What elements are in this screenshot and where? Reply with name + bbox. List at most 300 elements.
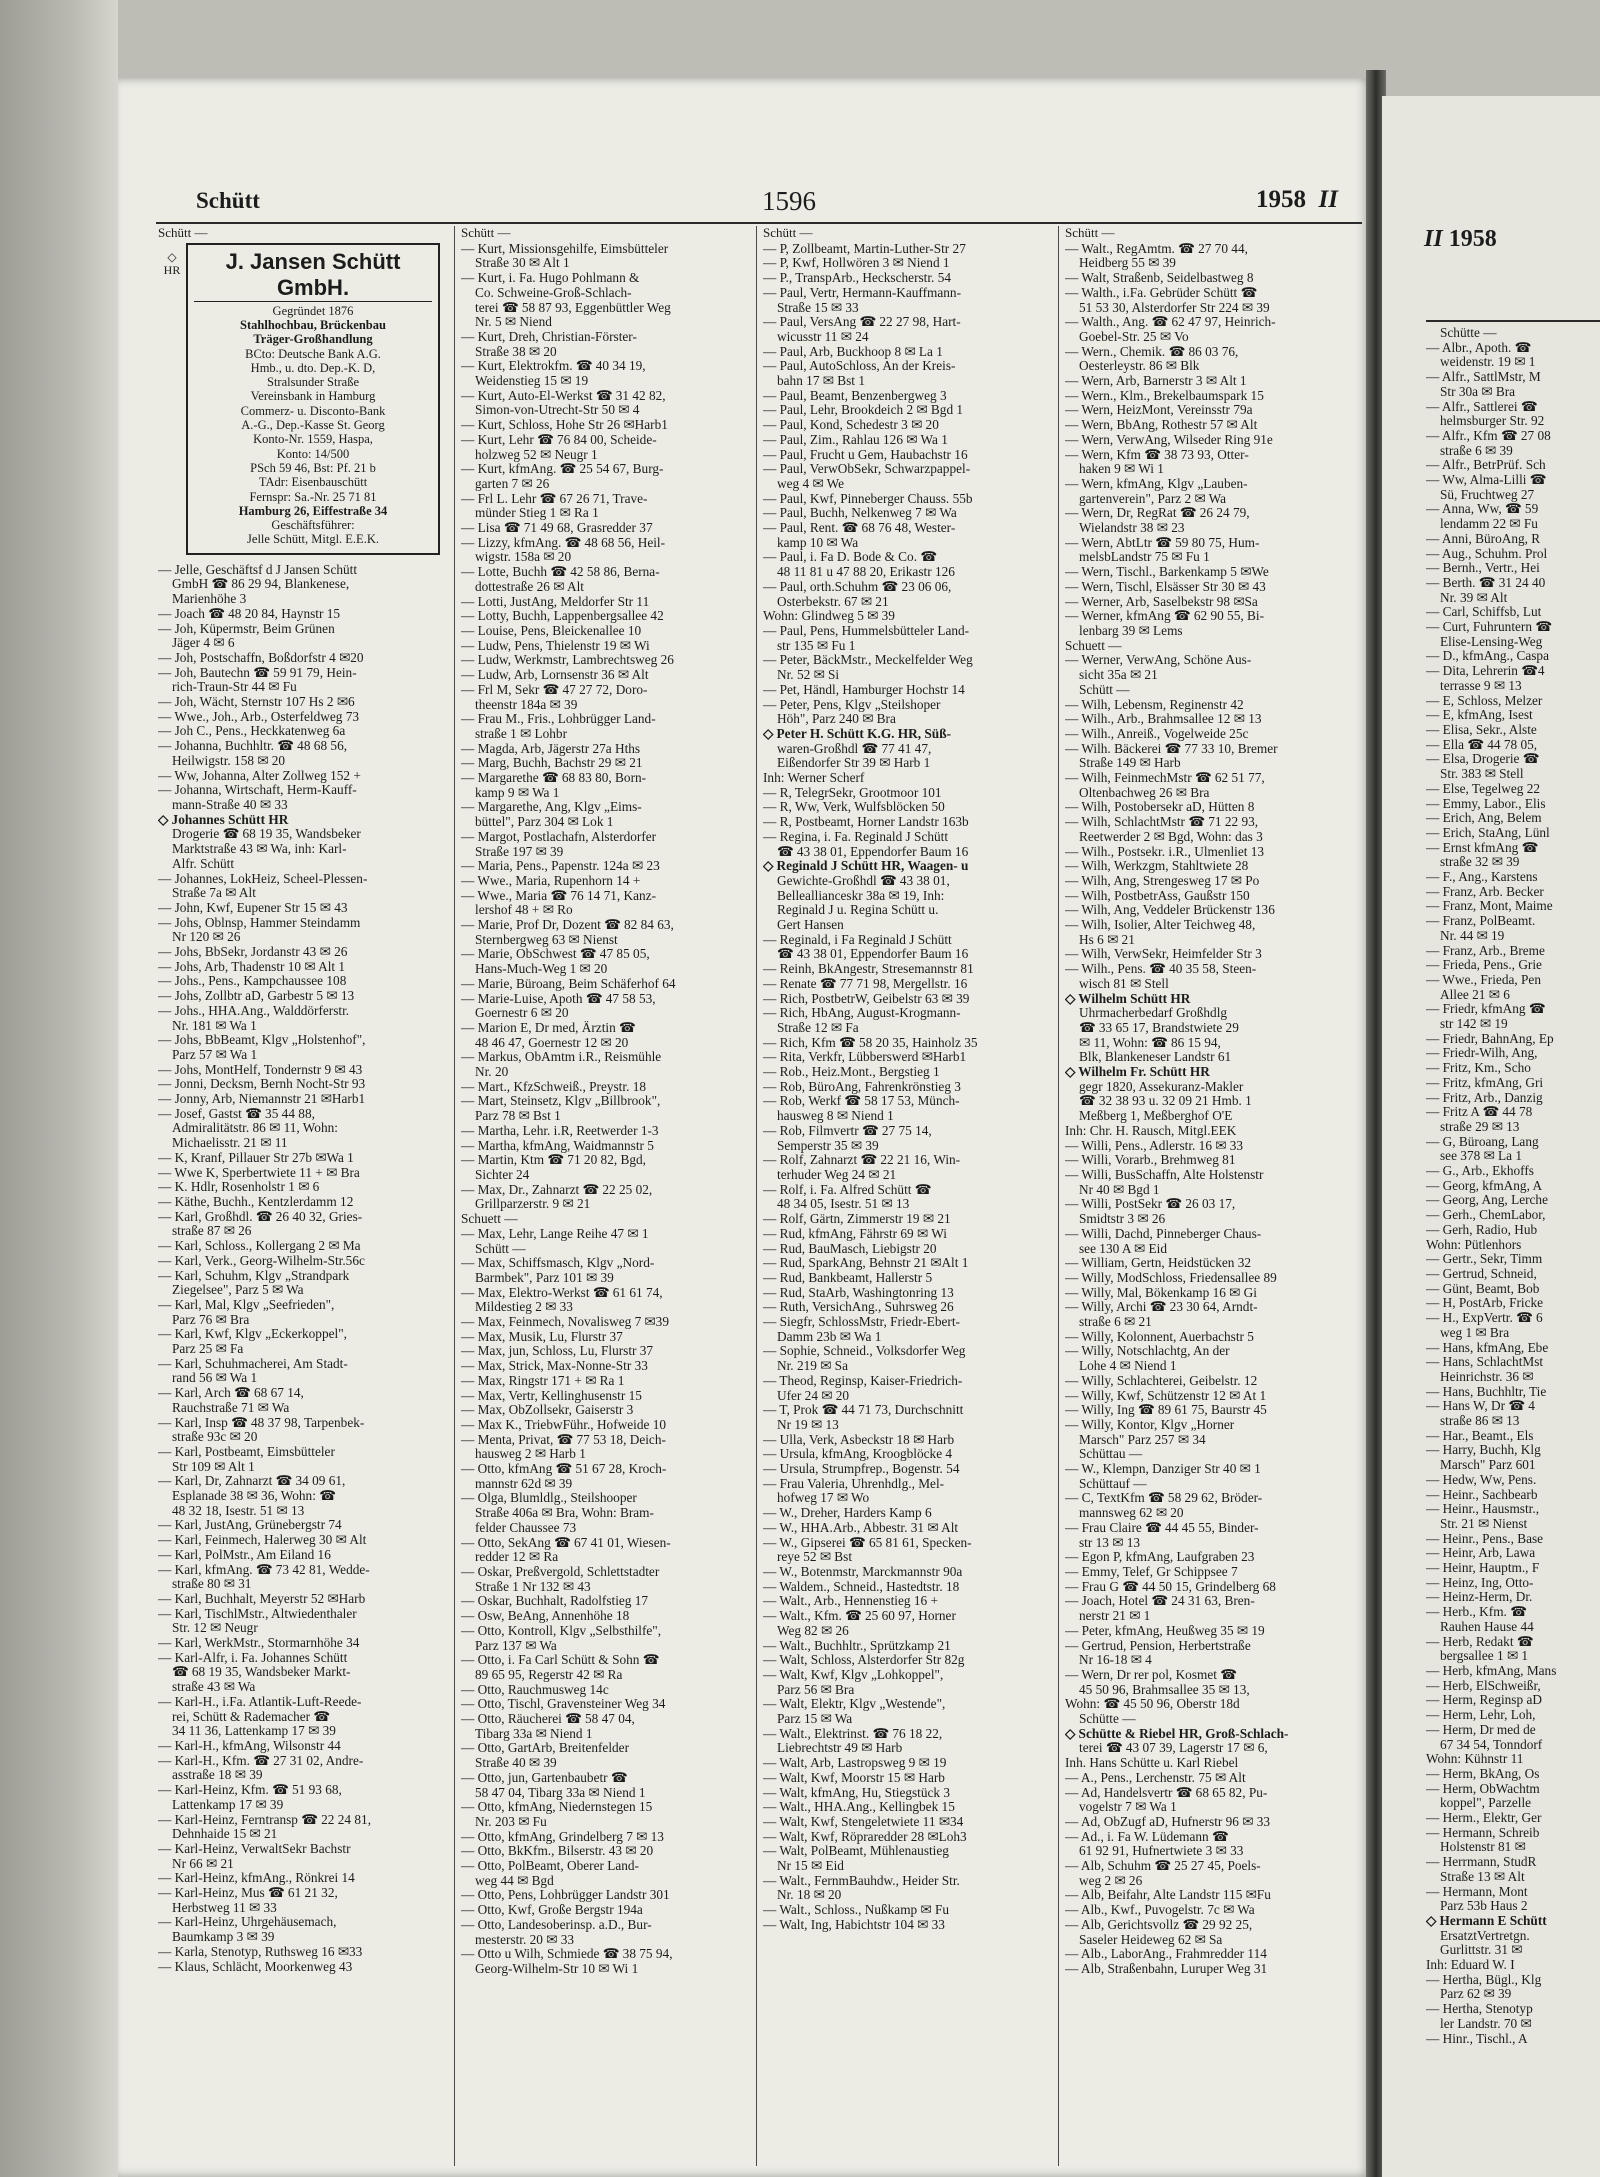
directory-entry: — Frau Valeria, Uhrenhdlg., Mel- [763,1476,945,1491]
entry-continuation: Schütt — [475,1241,526,1256]
entry-continuation: str 13 ✉ 13 [1079,1535,1141,1550]
directory-entry: — Jelle, Geschäftsf d J Jansen Schütt [158,562,358,577]
entry-continuation: Schütte — [1440,326,1497,340]
entry-continuation: 48 11 81 u 47 88 20, Erikastr 126 [777,565,955,580]
entry-continuation: straße 86 ✉ 13 [1440,1414,1520,1429]
directory-entry: — Ad., i. Fa W. Lüdemann ☎ [1065,1829,1229,1844]
directory-entry: — Max, Dr., Zahnarzt ☎ 22 25 02, [461,1182,653,1197]
entry-continuation: Baumkamp 3 ✉ 39 [172,1930,275,1945]
directory-entry: — Johs, Arb, Thadenstr 10 ✉ Alt 1 [158,959,346,974]
directory-entry: — Wilh. Bäckerei ☎ 77 33 10, Bremer [1065,741,1278,756]
directory-entry: — Karl, Schuhmacherei, Am Stadt- [158,1356,348,1371]
company-advert [163,243,440,555]
entry-continuation: kamp 10 ✉ Wa [777,535,859,550]
facing-page [1382,96,1600,2177]
directory-entry: — Walth., Ang. ☎ 62 47 97, Heinrich- [1065,315,1276,330]
entry-continuation: Nr 40 ✉ Bgd 1 [1079,1182,1160,1197]
advert-line: PSch 59 46, Bst: Pf. 21 b [250,460,376,475]
entry-continuation: 48 46 47, Goernestr 12 ✉ 20 [475,1035,629,1050]
entry-continuation: rand 56 ✉ Wa 1 [172,1371,258,1386]
directory-entry: — Wilh, Ang, Strengesweg 17 ✉ Po [1065,873,1260,888]
entry-continuation: 58 47 04, Tibarg 33a ✉ Niend 1 [475,1785,646,1800]
entry-continuation: weidenstr. 19 ✉ 1 [1440,355,1536,370]
entry-continuation: garten 7 ✉ 26 [475,476,550,491]
entry-continuation: Nr 15 ✉ Eid [777,1859,844,1874]
directory-entry: — Karl, Postbeamt, Eimsbütteler [158,1444,335,1459]
directory-entry: — Walt, Schloss, Alsterdorfer Str 82g [763,1653,965,1668]
directory-entry: — Rich, Kfm ☎ 58 20 35, Hainholz 35 [763,1035,978,1050]
entry-continuation: Tibarg 33a ✉ Niend 1 [475,1726,593,1741]
directory-entry: — Lotti, JustAng, Meldorfer Str 11 [461,594,650,609]
directory-entry: — Karl, WerkMstr., Stormarnhöhe 34 [158,1636,360,1651]
directory-entry: — Johs, Zollbtr aD, Garbestr 5 ✉ 13 [158,989,355,1004]
entry-continuation: Jäger 4 ✉ 6 [172,636,235,651]
directory-entry: — Egon P, kfmAng, Laufgraben 23 [1065,1550,1255,1565]
directory-entry: — Kurt, Dreh, Christian-Förster- [461,329,637,344]
entry-continuation: mann-Straße 40 ✉ 33 [172,798,288,812]
entry-continuation: straße 6 ✉ 21 [1079,1315,1152,1330]
entry-continuation: Straße 30 ✉ Alt 1 [475,256,570,271]
header-year [1256,186,1338,214]
directory-entry: — Marie, ObSchwest ☎ 47 85 05, [461,947,650,962]
entry-continuation: theenstr 184a ✉ 39 [475,697,578,712]
directory-entry: — Aug., Schuhm. Prol [1426,546,1548,561]
entry-continuation: lendamm 22 ✉ Fu [1440,517,1538,532]
directory-entry: — Paul, Vertr, Hermann-Kauffmann- [763,285,962,300]
directory-entry: — Karl, Mal, Klgv „Seefrieden", [158,1297,335,1312]
entry-continuation: Str. 12 ✉ Neugr [172,1621,258,1636]
directory-entry: — Walt., Schloss., Nußkamp ✉ Fu [763,1903,950,1918]
entry-continuation: Str 30a ✉ Bra [1440,384,1516,399]
directory-entry: — R, Postbeamt, Horner Landstr 163b [763,815,969,830]
entry-continuation: melsbLandstr 75 ✉ Fu 1 [1079,550,1210,565]
directory-entry: — Jonni, Decksm, Bernh Nocht-Str 93 [158,1077,366,1092]
directory-entry: — Herb, kfmAng, Mans [1426,1663,1557,1678]
entry-continuation: mesterstr. 20 ✉ 33 [475,1932,575,1947]
directory-entry: — Willy, Kolonnent, Auerbachstr 5 [1065,1329,1254,1344]
directory-entry: — Rolf, Zahnarzt ☎ 22 21 16, Win- [763,1153,961,1168]
directory-entry: — Franz, Arb. Becker [1426,884,1544,899]
entry-continuation: redder 12 ✉ Ra [475,1550,559,1565]
directory-entry: — Günt, Beamt, Bob [1426,1281,1540,1296]
directory-entry: — Kurt, Missionsgehilfe, Eimsbütteler [461,241,669,256]
directory-entry: — Dita, Lehrerin ☎4 [1426,664,1545,679]
entry-continuation: gegr 1820, Assekuranz-Makler [1079,1079,1244,1094]
directory-entry: — Heinz-Herm, Dr. [1426,1590,1533,1605]
entry-continuation: Marienhöhe 3 [172,592,247,607]
entry-continuation: Gurlittstr. 31 ✉ [1440,1943,1523,1958]
entry-continuation: Straße 406a ✉ Bra, Wohn: Bram- [475,1506,654,1521]
directory-entry: — Friedr, kfmAng ☎ [1426,1002,1546,1017]
directory-entry: — Rob, Filmvertr ☎ 27 75 14, [763,1123,932,1138]
entry-continuation: helmsburger Str. 92 [1440,414,1545,429]
directory-entry: — Lotte, Buchh ☎ 42 58 86, Berna- [461,565,660,580]
page-header [156,182,1362,224]
directory-entry: — Martha, Lehr. i.R, Reetwerder 1-3 [461,1123,659,1138]
directory-entry: — Walt., HHA.Ang., Kellingbek 15 [763,1800,955,1815]
directory-entry: — Karla, Stenotyp, Ruthsweg 16 ✉33 [158,1944,363,1959]
entry-continuation: Alfr. Schütt [172,856,235,871]
directory-entry: — Karl-Heinz, kfmAng., Rönkrei 14 [158,1871,355,1886]
advert-line: Hmb., u. dto. Dep.-K. D, [250,360,376,375]
directory-entry: — Albr., Apoth. ☎ [1426,340,1532,355]
entry-continuation: straße 1 ✉ Lohbr [475,726,568,741]
entry-continuation: münder Stieg 1 ✉ Ra 1 [475,506,599,521]
directory-entry: — Max, Lehr, Lange Reihe 47 ✉ 1 [461,1226,649,1241]
advert-line: Stahlhochbau, Brückenbau [240,318,386,332]
directory-entry: — P, Zollbeamt, Martin-Luther-Str 27 [763,241,966,256]
directory-entry: ◇ Johannes Schütt HR [158,812,289,827]
entry-continuation: Goernestr 6 ✉ 20 [475,1006,569,1021]
directory-entry: — Walt, Straßenb, Seidelbastweg 8 [1065,271,1254,286]
directory-entry: — Joh, Bautechn ☎ 59 91 79, Hein- [158,665,357,680]
directory-entry: — Walt, Kwf, Klgv „Lohkoppel", [763,1667,944,1682]
directory-entry: — Otto, jun, Gartenbaubetr ☎ [461,1770,628,1785]
directory-entry: — Paul, Pens, Hummelsbütteler Land- [763,623,970,638]
directory-entry: — Wilh, SchlachtMstr ☎ 71 22 93, [1065,815,1259,830]
directory-entry: — Willi, BusSchaffn, Alte Holstenstr [1065,1168,1264,1182]
directory-entry: — Rolf, i. Fa. Alfred Schütt ☎ [763,1182,932,1197]
directory-entry: — Fritz A ☎ 44 78 [1426,1105,1533,1120]
directory-entry: — Johannes, LokHeiz, Scheel-Plessen- [158,871,368,886]
directory-entry: — K. Hdlr, Rosenholstr 1 ✉ 6 [158,1180,320,1195]
directory-entry: — Johanna, Buchhltr. ☎ 48 68 56, [158,739,348,754]
directory-entry: — Ursula, kfmAng, Kroogblöcke 4 [763,1447,953,1462]
directory-entry: — Anna, Ww, ☎ 59 [1426,502,1539,517]
directory-entry: — Mart, Steinsetz, Klgv „Billbrook", [461,1094,661,1109]
header-name: Schütt [196,188,260,213]
year-text: 1958 [1256,186,1307,213]
directory-entry: — Willy, ModSchloss, Friedensallee 89 [1065,1270,1277,1285]
directory-entry: — Karl, Schuhm, Klgv „Strandpark [158,1268,350,1283]
advert-line: Konto: 14/500 [276,446,350,461]
entry-continuation: Oesterleystr. 86 ✉ Blk [1079,359,1200,374]
directory-entry: — Margarethe, Ang, Klgv „Eims- [461,800,642,815]
entry-continuation: 45 50 96, Brahmsallee 35 ✉ 13, [1079,1682,1250,1697]
directory-entry: — Herb., Kfm. ☎ [1426,1605,1527,1620]
directory-entry: — Ludw, Arb, Lornsenstr 36 ✉ Alt [461,668,649,683]
advert-line: Jelle Schütt, Mitgl. E.E.K. [247,532,379,547]
facing-column [1426,326,1598,2166]
directory-entry: — Wern, Tischl., Barkenkamp 5 ✉We [1065,565,1269,580]
directory-entry: ◇ Wilhelm Schütt HR [1065,991,1191,1006]
directory-entry: — Marie, Büroang, Beim Schäferhof 64 [461,976,676,991]
entry-continuation: Heinrichstr. 36 ✉ [1440,1369,1534,1384]
directory-entry: — Wwe., Maria, Rupenhorn 14 + [461,873,641,888]
directory-entry: — Wilh, Ang, Veddeler Brückenstr 136 [1065,903,1275,918]
directory-entry: — Margot, Postlachafn, Alsterdorfer [461,829,657,844]
directory-entry: — Karl, kfmAng. ☎ 73 42 81, Wedde- [158,1562,370,1577]
hr-mark: ◇ HR [163,249,181,277]
advert-line: Fernspr: Sa.-Nr. 25 71 81 [249,489,377,504]
directory-entry: — Wilh, Werkzgm, Stahltwiete 28 [1065,859,1249,874]
directory-entry: — Markus, ObAmtm i.R., Reismühle [461,1050,662,1065]
entry-continuation: felder Chaussee 73 [475,1520,577,1535]
directory-entry: — Herm, Reginsp aD [1426,1693,1542,1708]
advert-line: Hamburg 26, Eiffestraße 34 [238,503,388,518]
entry-continuation: lershof 48 + ✉ Ro [475,903,573,918]
directory-entry: — Rob, BüroAng, Fahrenkrönstieg 3 [763,1079,961,1094]
directory-entry: — Willy, Notschlachtg, An der [1065,1344,1230,1359]
directory-entry: Wohn: ☎ 45 50 96, Oberstr 18d [1065,1697,1240,1712]
directory-entry: — Hermann, Mont [1426,1884,1528,1899]
directory-entry: — Otto, Rauchmusweg 14c [461,1682,609,1697]
directory-entry: — Heinr, Arb, Lawa [1426,1546,1536,1561]
entry-continuation: straße 87 ✉ 26 [172,1224,252,1239]
directory-entry: — Hermann, Schreib [1426,1825,1540,1840]
directory-entry: — Johanna, Wirtschaft, Herm-Kauff- [158,783,357,798]
directory-entry: — Gertr., Sekr, Timm [1426,1252,1543,1267]
entry-continuation: Straße 13 ✉ Alt [1440,1869,1525,1884]
directory-entry: — Kurt, Elektrokfm. ☎ 40 34 19, [461,359,646,374]
volume-text: II [1318,186,1338,213]
directory-entry: — Walth., i.Fa. Gebrüder Schütt ☎ [1065,285,1258,300]
directory-entry: — Theod, Reginsp, Kaiser-Friedrich- [763,1373,963,1388]
directory-entry: — Alb, Schuhm ☎ 25 27 45, Poels- [1065,1859,1261,1874]
entry-continuation: Parz 25 ✉ Fa [172,1342,244,1357]
entry-continuation: Straße 149 ✉ Harb [1079,756,1181,771]
directory-entry: — Joach ☎ 48 20 84, Haynstr 15 [158,606,341,621]
directory-entry: — Walt, Kwf, Stengeletwiete 11 ✉34 [763,1814,964,1829]
directory-entry: — Karl-H., Kfm. ☎ 27 31 02, Andre- [158,1753,364,1768]
entry-continuation: Simon-von-Utrecht-Str 50 ✉ 4 [475,403,640,418]
directory-entry: — Max, jun, Schloss, Lu, Flurstr 37 [461,1344,654,1359]
directory-entry: — Osw, BeAng, Annenhöhe 18 [461,1609,630,1624]
entry-continuation: lenbarg 39 ✉ Lems [1079,623,1183,638]
directory-entry: — Peter, kfmAng, Heußweg 35 ✉ 19 [1065,1623,1265,1638]
entry-continuation: Goebel-Str. 25 ✉ Vo [1079,329,1189,344]
entry-continuation: terei ☎ 43 07 39, Lagerstr 17 ✉ 6, [1079,1741,1268,1756]
entry-continuation: Nr 66 ✉ 21 [172,1856,234,1871]
entry-continuation: asstraße 18 ✉ 39 [172,1768,263,1783]
entry-continuation: Straße 197 ✉ 39 [475,844,564,859]
directory-entry: — Paul, AutoSchloss, An der Kreis- [763,359,956,374]
directory-entry: — Otto, kfmAng, Grindelberg 7 ✉ 13 [461,1829,664,1844]
entry-continuation: GmbH ☎ 86 29 94, Blankenese, [172,577,350,592]
directory-entry: — Peter, BäckMstr., Meckelfelder Weg [763,653,973,668]
entry-continuation: Michaelisstr. 21 ✉ 11 [172,1136,288,1151]
entry-continuation: bergsallee 1 ✉ 1 [1440,1649,1529,1664]
directory-entry: — Wern., Chemik. ☎ 86 03 76, [1065,344,1239,359]
directory-entry: — Ludw, Werkmstr, Lambrechtsweg 26 [461,653,674,668]
entry-continuation: Nr. 181 ✉ Wa 1 [172,1018,257,1033]
entry-continuation: Reginald J u. Regina Schütt u. [777,903,939,918]
directory-entry: — Siegfr, SchlossMstr, Friedr-Ebert- [763,1315,960,1330]
directory-entry: — Rud, SparkAng, Behnstr 21 ✉Alt 1 [763,1256,969,1271]
entry-continuation: weg 2 ✉ 26 [1079,1873,1143,1888]
entry-continuation: 51 53 30, Alsterdorfer Str 224 ✉ 39 [1079,300,1270,315]
directory-entry: ◇ Wilhelm Fr. Schütt HR [1065,1065,1210,1080]
directory-entry: — Georg, Ang, Lerche [1426,1193,1548,1208]
directory-page [118,78,1372,2177]
entry-continuation: reye 52 ✉ Bst [777,1550,853,1565]
entry-continuation: Blk, Blankeneser Landstr 61 [1079,1050,1232,1065]
entry-continuation: Marsch" Parz 257 ✉ 34 [1079,1432,1206,1447]
entry-continuation: Heidberg 55 ✉ 39 [1079,256,1176,271]
directory-entry: — Werner, VerwAng, Schöne Aus- [1065,653,1252,668]
directory-entry: — Joh, Wächt, Sternstr 107 Hs 2 ✉6 [158,695,355,710]
entry-continuation: holzweg 52 ✉ Neugr 1 [475,447,598,462]
directory-entry: — Ulla, Verk, Asbeckstr 18 ✉ Harb [763,1432,955,1447]
directory-entry: — Hinr., Tischl., A [1426,2031,1528,2046]
facing-header-rule [1426,320,1600,322]
directory-entry: — Harry, Buchh, Klg [1426,1443,1541,1458]
entry-continuation: Sü, Fruchtweg 27 [1440,487,1535,502]
directory-entry: — Rita, Verkfr, Lübberswerd ✉Harb1 [763,1050,967,1065]
directory-entry: — Lotty, Buchh, Lappenbergsallee 42 [461,609,664,624]
directory-entry: — Otto u Wilh, Schmiede ☎ 38 75 94, [461,1947,673,1962]
directory-entry: — C, TextKfm ☎ 58 29 62, Bröder- [1065,1491,1263,1506]
directory-entry: — Elisa, Sekr., Alste [1426,722,1537,737]
directory-entry: — Rob., Heiz.Mont., Bergstieg 1 [763,1065,940,1080]
directory-entry: — Wilh, Postobersekr aD, Hütten 8 [1065,800,1255,815]
directory-entry: — Paul, Beamt, Benzenbergweg 3 [763,388,947,403]
entry-continuation: Herbstweg 11 ✉ 33 [172,1900,277,1915]
entry-continuation: Dehnhaide 15 ✉ 21 [172,1827,278,1842]
directory-entry: ◇ Peter H. Schütt K.G. HR, Süß- [763,726,952,741]
advert-line: Konto-Nr. 1559, Haspa, [253,432,373,447]
directory-entry: — Walt., Buchhltr., Sprützkamp 21 [763,1638,951,1653]
directory-entry: — Wilh, PostbetrAss, Gaußstr 150 [1065,888,1250,903]
facing-page-header [1424,226,1497,253]
directory-entry: — Paul, Zim., Rahlau 126 ✉ Wa 1 [763,432,948,447]
entry-continuation: dottestraße 26 ✉ Alt [475,579,585,594]
directory-entry: — Jonny, Arb, Niemannstr 21 ✉Harb1 [158,1092,366,1107]
entry-continuation: Nr. 52 ✉ Si [777,668,840,683]
entry-continuation: ler Landstr. 70 ✉ [1440,2016,1532,2031]
entry-continuation: ✉ 11, Wohn: ☎ 86 15 94, [1079,1035,1221,1050]
entry-continuation: Eißendorfer Str 39 ✉ Harb 1 [777,756,931,771]
directory-entry: — Rud, StaArb, Washingtonring 13 [763,1285,954,1300]
directory-entry: — Heinr, Hauptm., F [1426,1561,1540,1576]
directory-entry: — Karl-Heinz, Kfm. ☎ 51 93 68, [158,1783,342,1798]
entry-continuation: straße 29 ✉ 13 [1440,1119,1520,1134]
directory-entry: Inh: Eduard W. I [1426,1958,1515,1973]
directory-entry: — Alfr., SattlMstr, M [1426,370,1541,385]
column-head: Schütt — [158,226,208,240]
directory-entry: — Wwe., Frieda, Pen [1426,972,1541,987]
directory-entry: — Herb, Redakt ☎ [1426,1634,1534,1649]
entry-continuation: Osterbekstr. 67 ✉ 21 [777,594,889,609]
directory-entry: — Willy, Mal, Bökenkamp 16 ✉ Gi [1065,1285,1257,1300]
entry-continuation: Nr 120 ✉ 26 [172,930,241,945]
directory-entry: — Reginald, i Fa Reginald J Schütt [763,932,952,947]
entry-continuation: Schüttau — [1079,1447,1143,1462]
directory-entry: — Gertrud, Pension, Herbertstraße [1065,1638,1251,1653]
entry-continuation: Reetwerder 2 ✉ Bgd, Wohn: das 3 [1079,829,1263,844]
directory-entry: — Otto, SekAng ☎ 67 41 01, Wiesen- [461,1535,671,1550]
entry-continuation: Grillparzerstr. 9 ✉ 21 [475,1197,591,1212]
directory-entry: — Käthe, Buchh., Kentzlerdamm 12 [158,1194,354,1209]
directory-entry: — Johs, Oblnsp, Hammer Steindamm [158,915,361,930]
advert-line: Vereinsbank in Hamburg [250,389,376,404]
directory-entry: — Wilh., Postsekr. i.R., Ulmenliet 13 [1065,844,1265,859]
directory-entry: — Paul, i. Fa D. Bode & Co. ☎ [763,550,937,565]
directory-entry: — Heinr., Sachbearb [1426,1487,1538,1502]
directory-entry: — Karl, PolMstr., Am Eiland 16 [158,1547,331,1562]
directory-entry: — Joh, Küpermstr, Beim Grünen [158,621,335,636]
directory-entry: — Menta, Privat, ☎ 77 53 18, Deich- [461,1432,666,1447]
directory-entry: — Ella ☎ 44 78 05, [1426,737,1538,752]
directory-entry: Wohn: Kühnstr 11 [1426,1752,1524,1767]
entry-continuation: straße 6 ✉ 39 [1440,443,1513,458]
directory-entry: — Max, Musik, Lu, Flurstr 37 [461,1329,623,1344]
entry-continuation: 67 34 54, Tonndorf [1440,1737,1543,1752]
directory-entry: — Otto, Kwf, Große Bergstr 194a [461,1903,643,1918]
directory-entry: — Walt, kfmAng, Hu, Stiegstück 3 [763,1785,951,1800]
entry-continuation: Georg-Wilhelm-Str 10 ✉ Wi 1 [475,1961,639,1976]
column-2 [454,226,749,2166]
advert-line: TAdr: Eisenbauschütt [258,475,368,490]
directory-entry: — Walt, PolBeamt, Mühlenaustieg [763,1844,949,1859]
entry-continuation: sicht 35a ✉ 21 [1079,668,1158,683]
entry-continuation: Sternbergweg 63 ✉ Nienst [475,932,618,947]
directory-entry: — F., Ang., Karstens [1426,870,1538,885]
directory-entry: — Herb, ElSchweißr, [1426,1678,1541,1693]
entry-continuation: Allee 21 ✉ 6 [1440,987,1510,1002]
entry-continuation: Sichter 24 [475,1168,530,1182]
entry-continuation: Admiralitätstr. 86 ✉ 11, Wohn: [172,1121,338,1136]
directory-entry: — Kurt, kfmAng. ☎ 25 54 67, Burg- [461,462,664,477]
directory-entry: — Walt, Ing, Habichtstr 104 ✉ 33 [763,1917,945,1932]
directory-entry: — H., ExpVertr. ☎ 6 [1426,1311,1543,1326]
directory-entry: — Alb, Gerichtsvollz ☎ 29 92 25, [1065,1917,1253,1932]
directory-entry: — Renate ☎ 77 71 98, Mergellstr. 16 [763,976,968,991]
directory-entry: — Walt, Arb, Lastropsweg 9 ✉ 19 [763,1756,947,1771]
entry-continuation: straße 80 ✉ 31 [172,1577,252,1592]
directory-entry: — Karl-H., kfmAng, Wilsonstr 44 [158,1739,341,1753]
directory-entry: — Ww, Johanna, Alter Zollweg 152 + [158,768,361,783]
entry-continuation: ☎ 43 38 01, Eppendorfer Baum 16 [777,844,969,859]
entry-continuation: Hs 6 ✉ 21 [1079,932,1135,947]
entry-continuation: gartenverein", Parz 2 ✉ Wa [1079,491,1227,506]
entry-continuation: wigstr. 158a ✉ 20 [475,550,572,565]
directory-entry: — Martha, kfmAng, Waidmannstr 5 [461,1138,654,1153]
directory-entry: — Marie-Luise, Apoth ☎ 47 58 53, [461,991,656,1006]
directory-entry: — D., kfmAng., Caspa [1426,649,1549,664]
entry-continuation: ☎ 68 19 35, Wandsbeker Markt- [172,1665,351,1680]
directory-entry: — Hans, kfmAng, Ebe [1426,1340,1549,1355]
entry-continuation: ☎ 32 38 93 u. 32 09 21 Hmb. 1 [1079,1094,1252,1109]
entry-continuation: Parz 137 ✉ Wa [475,1638,557,1653]
directory-entry: — Alb., Kwf., Puvogelstr. 7c ✉ Wa [1065,1903,1255,1918]
directory-entry: — Lizzy, kfmAng. ☎ 48 68 56, Heil- [461,535,666,550]
entry-continuation: Nr. 219 ✉ Sa [777,1359,848,1374]
directory-entry: — Marg, Buchh, Bachstr 29 ✉ 21 [461,756,643,771]
entry-continuation: Schütte — [1079,1712,1136,1727]
directory-entry: — Wern, kfmAng, Klgv „Lauben- [1065,476,1248,491]
entry-continuation: Co. Schweine-Groß-Schlach- [475,285,632,300]
entry-continuation: Nr. 39 ✉ Alt [1440,590,1508,605]
directory-entry: — Franz, Arb., Breme [1426,943,1545,958]
directory-entry: — Max K., TriebwFühr., Hofweide 10 [461,1417,666,1432]
directory-entry: Wohn: Pütlenhors [1426,1237,1522,1252]
directory-entry: — W., Dreher, Harders Kamp 6 [763,1506,932,1521]
directory-entry: Wohn: Glindweg 5 ✉ 39 [763,609,895,624]
directory-entry: — Herm, BkAng, Os [1426,1766,1540,1781]
directory-entry: — Otto, kfmAng ☎ 51 67 28, Kroch- [461,1462,667,1477]
entry-continuation: Meßberg 1, Meßberghof O'E [1079,1109,1233,1124]
entry-continuation: kamp 9 ✉ Wa 1 [475,785,560,800]
entry-continuation: Drogerie ☎ 68 19 35, Wandsbeker [172,827,361,842]
directory-entry: — Otto, PolBeamt, Oberer Land- [461,1859,639,1874]
directory-entry: — Wilh, Lebensm, Reginenstr 42 [1065,697,1244,712]
facing-volume: II [1424,226,1443,252]
directory-entry: — Har., Beamt., Els [1426,1428,1534,1443]
entry-continuation: terei ☎ 58 87 93, Eggenbüttler Weg [475,300,671,315]
column-1 [158,226,446,2166]
directory-entry: — Johs, MontHelf, Tondernstr 9 ✉ 43 [158,1062,363,1077]
